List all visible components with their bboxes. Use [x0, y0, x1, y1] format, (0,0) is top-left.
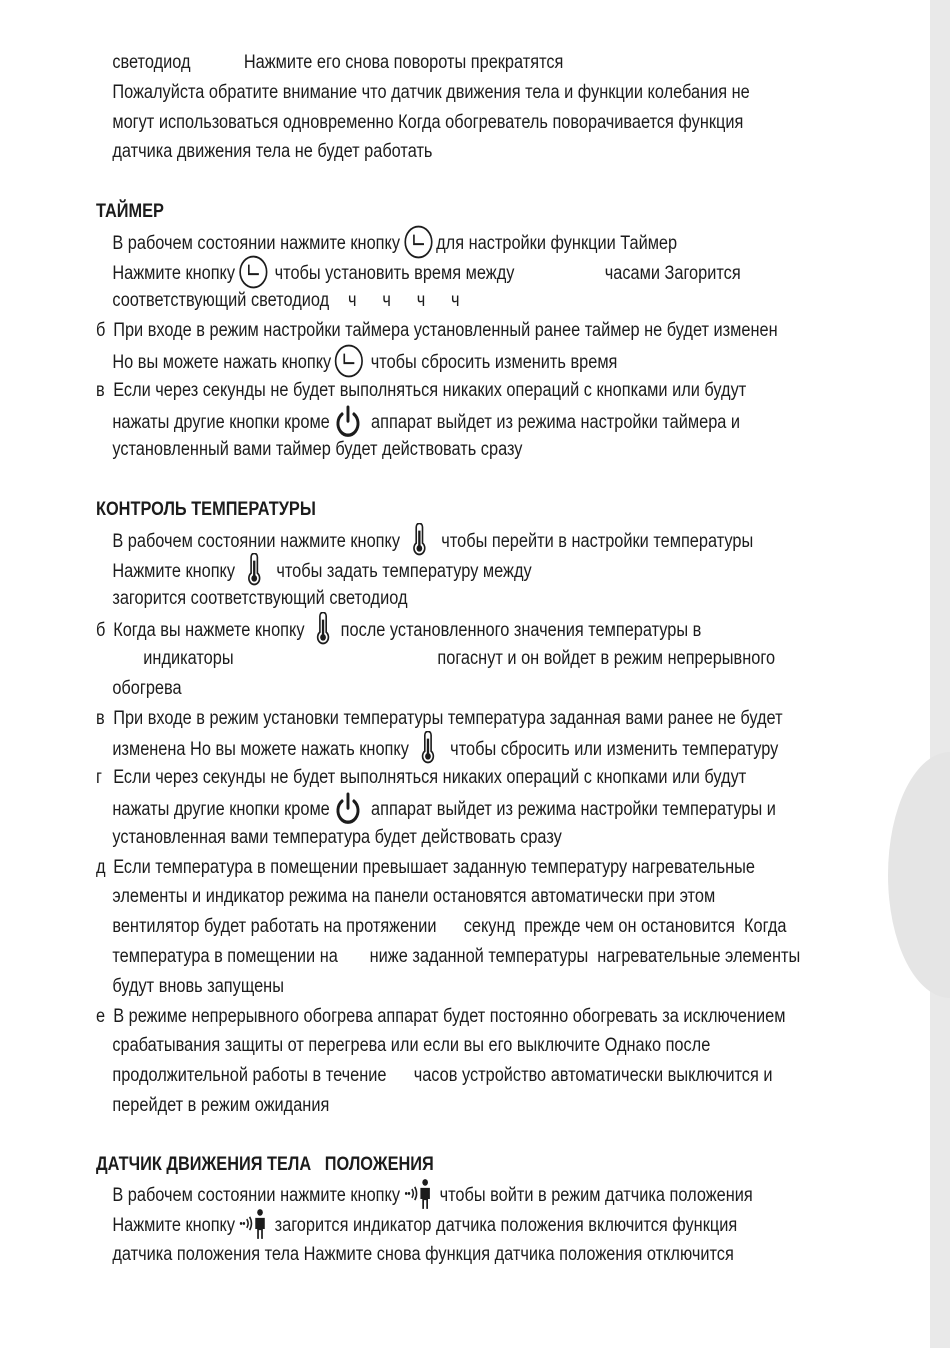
timer-text: Нажмите кнопку: [112, 262, 236, 284]
timer-text: Но вы можете нажать кнопку: [112, 351, 332, 373]
temp-item-d-line-4: температура в помещении на ниже заданной температуры нагревательные элементы: [112, 945, 801, 967]
temp-item-v: [96, 704, 866, 734]
timer-hours: ч: [416, 290, 426, 312]
temp-text: после установленного значения температуры в: [340, 620, 702, 642]
intro-line-1: [96, 48, 866, 78]
temp-text: погаснут и он войдет в режим непрерывного: [437, 647, 776, 669]
motion-text: загорится индикатор датчика положения включится функция: [274, 1215, 738, 1237]
temp-item-v-line-2: [96, 733, 866, 763]
temp-item-g-line-2: [96, 793, 866, 823]
temp-text: Нажмите кнопку: [112, 560, 236, 582]
timer-text: Если через секунды не будет выполняться никаких операций с кнопками или будут: [113, 379, 747, 401]
list-marker: б: [96, 620, 106, 642]
timer-text: соответствующий светодиод: [112, 290, 330, 312]
list-marker: в: [96, 379, 105, 401]
motion-text: Нажмите кнопку: [112, 1215, 236, 1237]
timer-hours: ч: [382, 290, 391, 312]
temp-text: Когда вы нажмете кнопку: [113, 620, 305, 642]
thermometer-icon: [418, 731, 439, 765]
list-marker: б: [96, 320, 106, 342]
timer-item-v-line-3: установленный вами таймер будет действовать сразу: [112, 439, 523, 461]
list-marker: в: [96, 707, 105, 729]
temp-item-e-line-4: перейдет в режим ожидания: [112, 1094, 330, 1116]
page-edge-strip: [930, 0, 950, 1348]
temp-text: При входе в режим установки температуры температура заданная вами ранее не будет: [113, 707, 783, 729]
temp-line-1: [96, 525, 866, 555]
clock-icon: [239, 255, 268, 289]
temp-text: В режиме непрерывного обогрева аппарат будет постоянно обогревать за исключением: [113, 1005, 786, 1027]
timer-item-b-line-2: [96, 346, 866, 376]
temp-text: чтобы задать температуру между: [276, 560, 532, 582]
temp-item-d: [96, 853, 866, 883]
clock-icon: [335, 344, 364, 378]
motion-text: В рабочем состоянии нажмите кнопку: [112, 1185, 401, 1207]
temp-text: Если через секунды не будет выполняться никаких операций с кнопками или будут: [113, 767, 747, 789]
temp-item-d-line-3: вентилятор будет работать на протяжении секунд прежде чем он остановится Когда: [112, 916, 787, 938]
temp-item-b-line-2: [96, 644, 866, 674]
timer-text: часами Загорится: [604, 262, 741, 284]
motion-sensor-icon: [239, 1208, 268, 1240]
page-thumb-tab: [888, 752, 950, 998]
timer-text: При входе в режим настройки таймера установленный ранее таймер не будет изменен: [113, 320, 778, 342]
timer-text: нажаты другие кнопки кроме: [112, 411, 330, 433]
motion-line-3: датчика положения тела Нажмите снова функция датчика положения отключится: [112, 1243, 734, 1265]
temperature-heading: КОНТРОЛЬ ТЕМПЕРАТУРЫ: [96, 498, 316, 520]
timer-text: В рабочем состоянии нажмите кнопку: [112, 232, 401, 254]
temp-text: В рабочем состоянии нажмите кнопку: [112, 530, 401, 552]
temp-item-e-line-3: продолжительной работы в течение часов устройство автоматически выключится и: [112, 1065, 773, 1087]
temp-item-e: [96, 1002, 866, 1032]
temp-line-2: [96, 555, 866, 585]
temp-text: Если температура в помещении превышает заданную температуру нагревательные: [113, 856, 755, 878]
timer-hours: ч: [451, 290, 460, 312]
temp-item-d-line-5: будут вновь запущены: [112, 975, 284, 997]
intro-line-4: датчика движения тела не будет работать: [112, 141, 433, 163]
document-body: [96, 48, 801, 1270]
temp-text: изменена Но вы можете нажать кнопку: [112, 739, 409, 761]
timer-line-2: [96, 257, 866, 287]
motion-line-1: [96, 1180, 866, 1210]
motion-sensor-icon: [403, 1178, 432, 1210]
temp-text: аппарат выйдет из режима настройки температуры и: [371, 798, 776, 820]
temp-item-b-line-3: обогрева: [112, 677, 182, 699]
motion-text: чтобы войти в режим датчика положения: [439, 1185, 753, 1207]
intro-line-3: могут использоваться одновременно Когда обогреватель поворачивается функция: [112, 111, 744, 133]
clock-icon: [403, 225, 432, 259]
timer-line-3: [96, 286, 866, 316]
timer-text: для настройки функции Таймер: [436, 232, 678, 254]
timer-heading: ТАЙМЕР: [96, 200, 164, 222]
thermometer-icon: [409, 523, 430, 557]
temp-text: чтобы перейти в настройки температуры: [441, 530, 754, 552]
intro-text: светодиод: [112, 52, 191, 73]
power-icon: [333, 791, 362, 825]
timer-line-1: [96, 227, 866, 257]
temp-text: чтобы сбросить или изменить температуру: [450, 739, 779, 761]
temp-text: нажаты другие кнопки кроме: [112, 798, 330, 820]
thermometer-icon: [313, 612, 334, 646]
timer-item-b: [96, 316, 866, 346]
list-marker: е: [96, 1005, 106, 1027]
motion-line-2: [96, 1210, 866, 1240]
intro-text: Нажмите его снова повороты прекратятся: [243, 52, 564, 73]
timer-text: чтобы сбросить изменить время: [370, 351, 618, 373]
timer-hours: ч: [348, 290, 357, 312]
temp-item-e-line-2: срабатывания защиты от перегрева или если вы его выключите Однако после: [112, 1035, 711, 1057]
timer-item-v-line-2: [96, 406, 866, 436]
temp-line-3: загорится соответствующий светодиод: [112, 588, 408, 610]
timer-text: аппарат выйдет из режима настройки таймера и: [371, 411, 741, 433]
temp-item-b: [96, 614, 866, 644]
power-icon: [333, 404, 362, 438]
temp-item-d-line-2: элементы и индикатор режима на панели остановятся автоматически при этом: [112, 886, 716, 908]
intro-line-2: Пожалуйста обратите внимание что датчик движения тела и функции колебания не: [112, 81, 750, 103]
thermometer-icon: [244, 553, 265, 587]
motion-heading: ДАТЧИК ДВИЖЕНИЯ ТЕЛА ПОЛОЖЕНИЯ: [96, 1154, 434, 1176]
timer-text: чтобы установить время между: [274, 262, 515, 284]
temp-item-g-line-3: установленная вами температура будет действовать сразу: [112, 826, 562, 848]
timer-item-v: [96, 376, 866, 406]
list-marker: г: [96, 767, 102, 789]
temp-item-g: [96, 763, 866, 793]
list-marker: д: [96, 856, 106, 878]
temp-text: индикаторы: [143, 647, 234, 669]
